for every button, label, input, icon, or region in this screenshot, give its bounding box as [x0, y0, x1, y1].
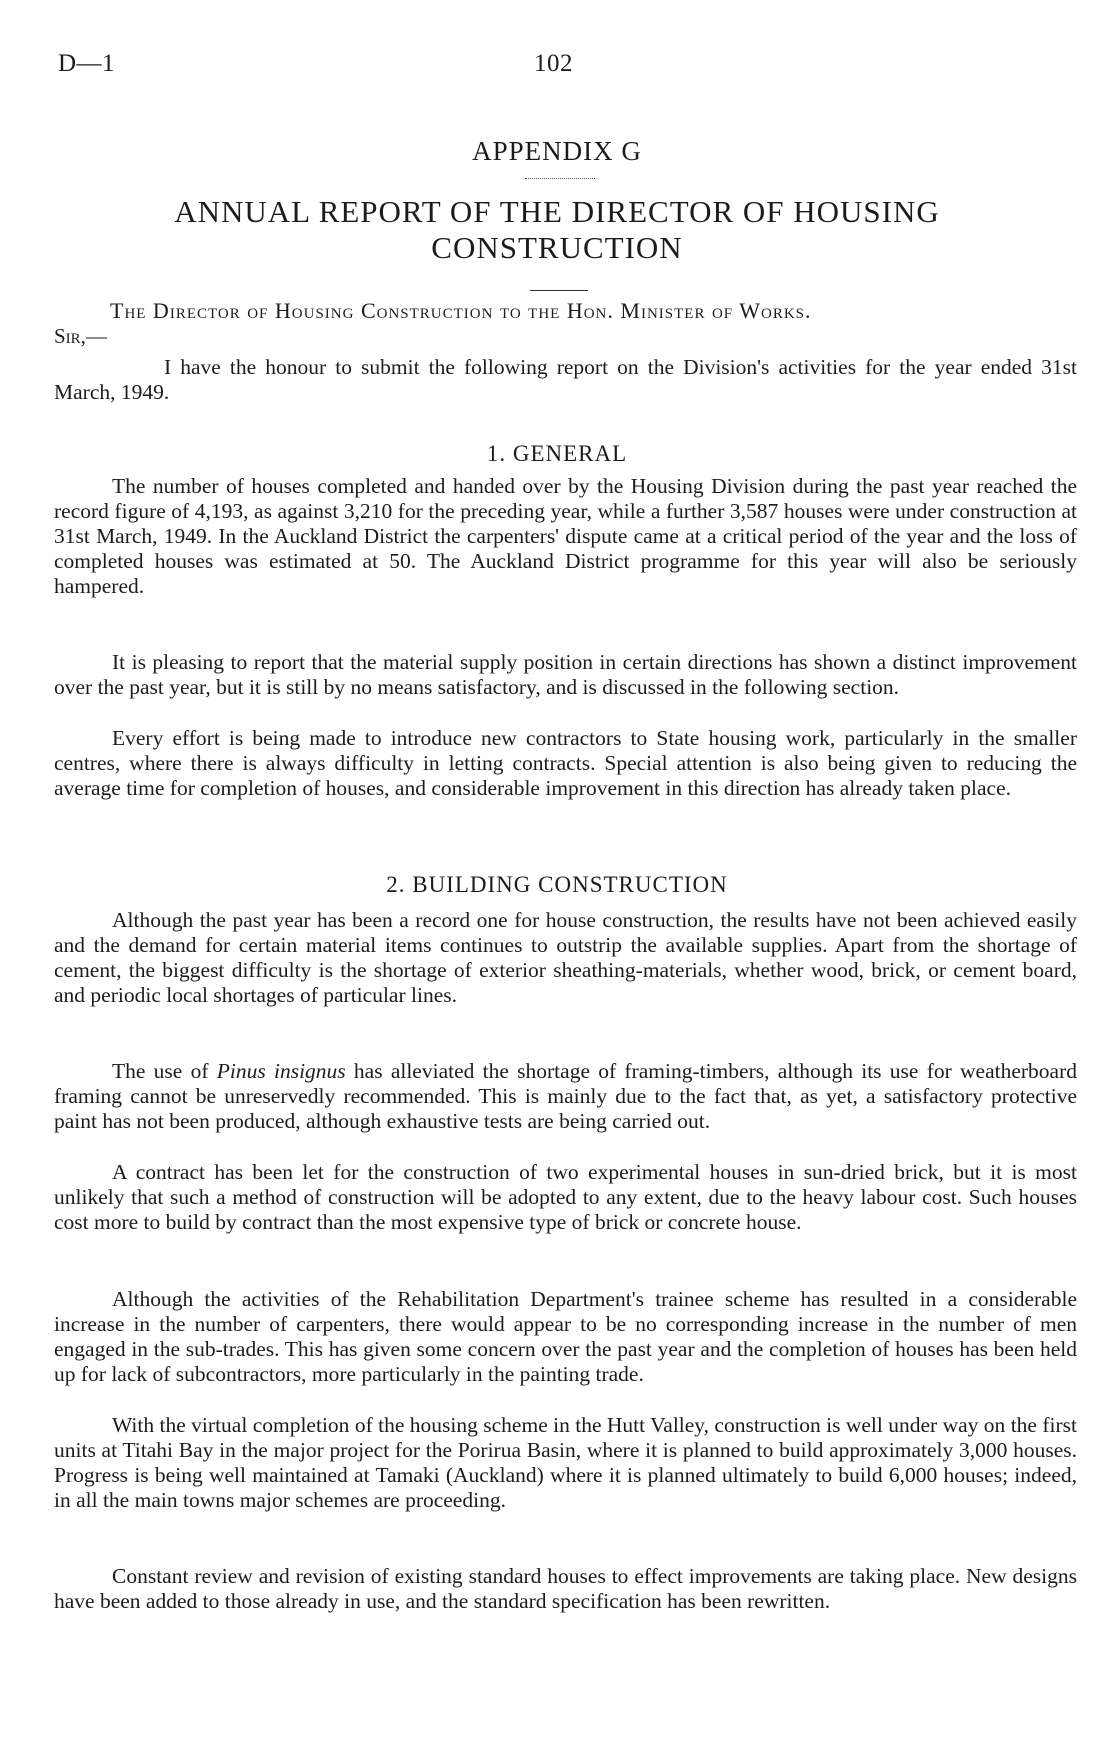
salutation: Sir,—	[54, 324, 107, 348]
body-paragraph: It is pleasing to report that the material supply position in certain directions has shown a distinct improvement over the past year, but it is still by no means satisfactory, and is discussed in the following section.	[54, 650, 1077, 700]
report-title-line-2: CONSTRUCTION	[431, 230, 683, 265]
section-heading-building-construction: 2. BUILDING CONSTRUCTION	[386, 872, 728, 897]
dotted-divider	[525, 178, 595, 179]
species-name: Pinus insignus	[216, 1059, 346, 1083]
addressee-line: The Director of Housing Construction to the Hon. Minister of Works.	[110, 298, 812, 323]
body-paragraph: Constant review and revision of existing standard houses to effect improvements are taking place. New designs have been added to those already in use, and the standard specification has been rewritten.	[54, 1564, 1077, 1614]
body-paragraph: The number of houses completed and handed over by the Housing Division during the past year reached the record figure of 4,193, as against 3,210 for the preceding year, while a further 3,587 houses were under construction at 31st March, 1949. In the Auckland District the carpenters' dispute came at a critical period of the year and the loss of completed houses was estimated at 50. The Auckland District programme for this year will also be seriously hampered.	[54, 474, 1077, 599]
document-reference: D—1	[58, 50, 116, 77]
paragraph-text: The use of	[112, 1059, 217, 1083]
intro-paragraph: I have the honour to submit the following report on the Division's activities for the year ended 31st March, 1949.	[54, 355, 1077, 405]
body-paragraph: Although the activities of the Rehabilitation Department's trainee scheme has resulted in a considerable increase in the number of carpenters, there would appear to be no corresponding increase in the number of men engaged in the sub-trades. This has given some concern over the past year and the completion of houses has been held up for lack of subcontractors, more particularly in the painting trade.	[54, 1287, 1077, 1387]
body-paragraph: A contract has been let for the construction of two experimental houses in sun-dried brick, but it is most unlikely that such a method of construction will be adopted to any extent, due to the heavy labour cost. Such houses cost more to build by contract than the most expensive type of brick or concrete house.	[54, 1160, 1077, 1235]
section-heading-general: 1. GENERAL	[486, 441, 628, 466]
title-rule	[530, 290, 588, 291]
report-title-line-1: ANNUAL REPORT OF THE DIRECTOR OF HOUSING	[174, 194, 940, 229]
body-paragraph: Every effort is being made to introduce new contractors to State housing work, particularly in the smaller centres, where there is always difficulty in letting contracts. Special attention is also being given to reducing the average time for completion of houses, and considerable improvement in this direction has already taken place.	[54, 726, 1077, 801]
paragraph-text: has alleviated the shortage of framing-timbers, although its use for weatherboard framing cannot be unreservedly recommended. This is mainly due to the fact that, as yet, a satisfactory protective paint has not been produced, although exhaustive tests are being carried out.	[54, 1059, 1077, 1134]
appendix-label: APPENDIX G	[472, 136, 642, 166]
body-paragraph: With the virtual completion of the housing scheme in the Hutt Valley, construction is well under way on the first units at Titahi Bay in the major project for the Porirua Basin, where it is planned to build approximately 3,000 houses. Progress is being well maintained at Tamaki (Auckland) where it is planned ultimately to build 6,000 houses; indeed, in all the main towns major schemes are proceeding.	[54, 1413, 1077, 1513]
page-number: 102	[534, 50, 573, 77]
body-paragraph	[54, 1059, 1077, 1134]
body-paragraph: Although the past year has been a record one for house construction, the results have not been achieved easily and the demand for certain material items continues to outstrip the available supplies. Apart from the shortage of cement, the biggest difficulty is the shortage of exterior sheathing-materials, whether wood, brick, or cement board, and periodic local shortages of particular lines.	[54, 908, 1077, 1008]
